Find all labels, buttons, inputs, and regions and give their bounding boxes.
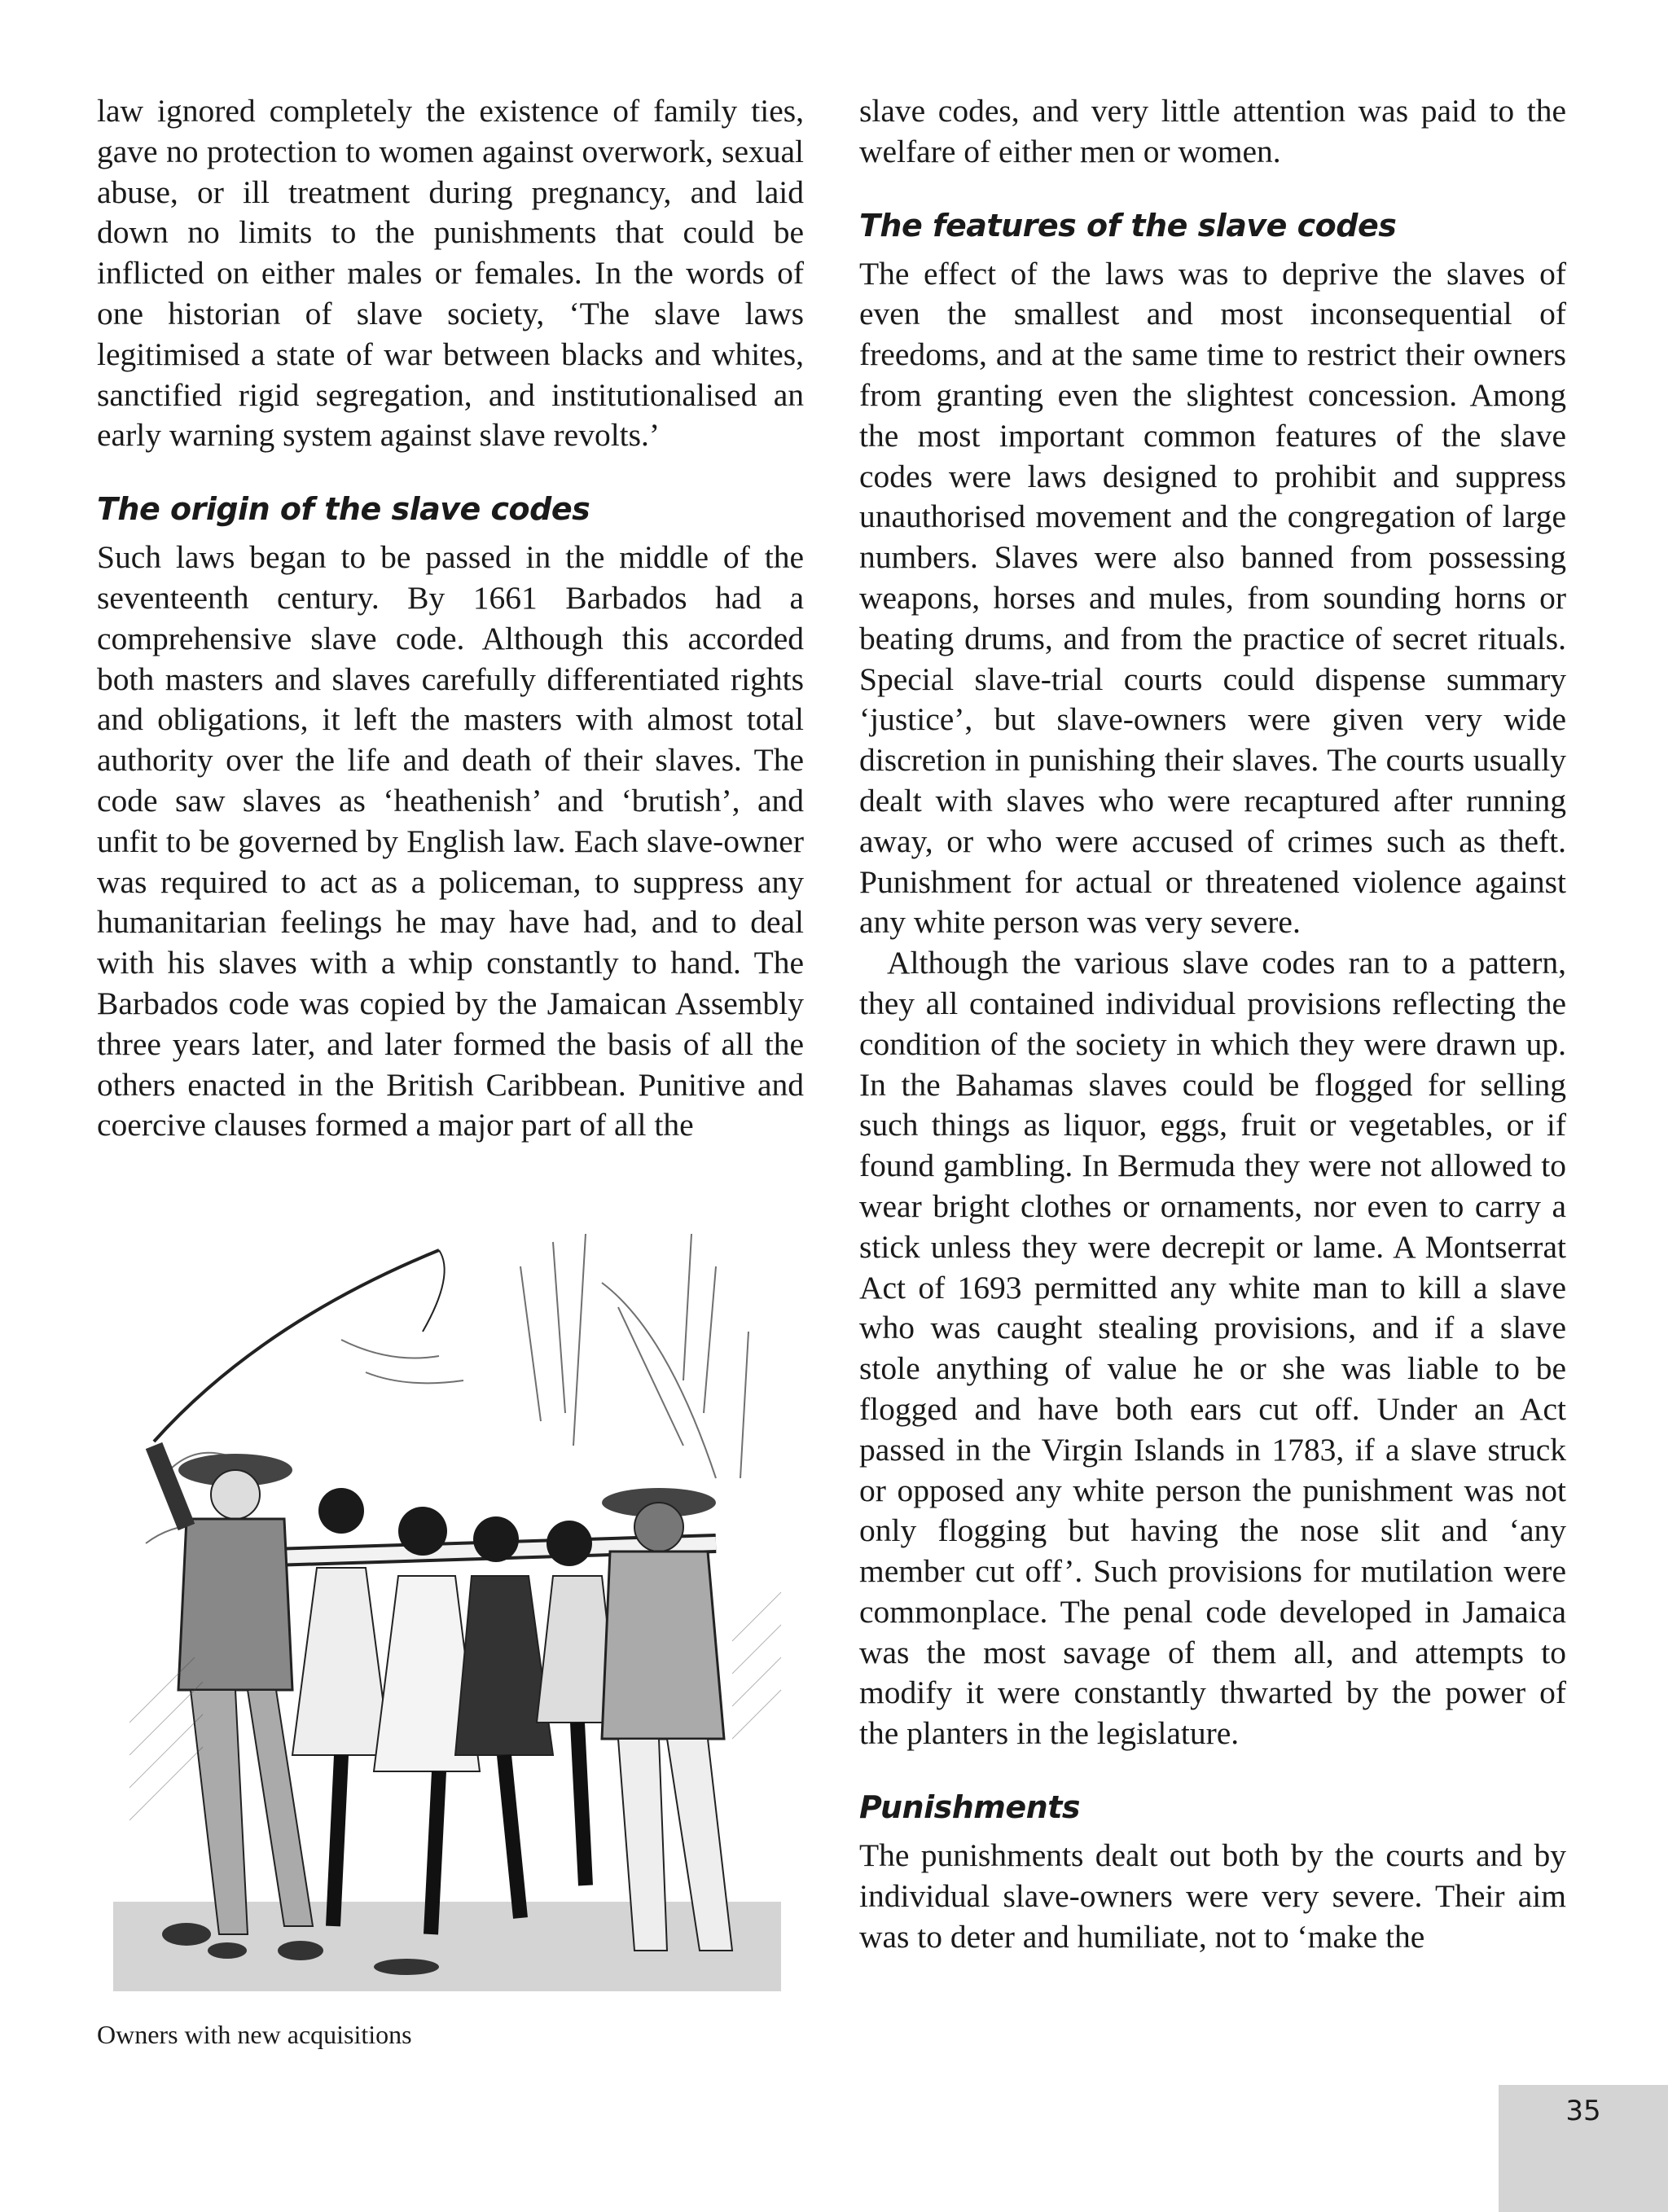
features-paragraph-2: Although the various slave codes ran to a pattern, they all contained individual provisions reflecting the condition of the society in which they were drawn up. In the Bahamas slaves could be flogged for selling such things as liquor, eggs, fruit or vegetables, or if found gambling. In Bermuda they were not allowed to wear bright clothes or ornaments, nor even to carry a stick unless they were decrepit or lame. A Montserrat Act of 1693 permitted any white man to kill a slave who was caught stealing provisions, and if a slave stole anything of value he or she was liable to be flogged and have both ears cut off. Under an Act passed in the Virgin Islands in 1783, if a slave struck or opposed any white person the punishment was not only flogging but having the nose slit and ‘any member cut off’. Such provisions for mutilation were commonplace. The penal code developed in Jamaica was the most savage of them all, and attempts to modify it were constantly thwarted by the power of the planters in the legislature. (859, 945, 1566, 1752)
continuation-paragraph: slave codes, and very little attention was paid to the welfare of either men or women. (859, 93, 1566, 169)
right-column (859, 91, 1566, 1957)
left-column (97, 91, 804, 1146)
section-heading-origin: The origin of the slave codes (97, 491, 590, 528)
punishments-paragraph: The punishments dealt out both by the courts and by individual slave-owners were very severe. Their aim was to deter and humiliate, not to ‘make the (859, 1837, 1566, 1955)
page-number: 35 (1565, 2095, 1601, 2127)
features-paragraph-1: The effect of the laws was to deprive the slaves of even the smallest and most inconsequential of freedoms, and at the same time to restrict their owners from granting even the slightest concession. Among the most important common features of the slave codes were laws designed to prohibit and suppress unauthorised movement and the congregation of large numbers. Slaves were also banned from possessing weapons, horses and mules, from sounding horns or beating drums, and from the practice of secret rituals. Special slave-trial courts could dispense summary ‘justice’, but slave-owners were given very wide discretion in punishing their slaves. The courts usually dealt with slaves who were recaptured after running away, or who were accused of crimes such as theft. Punishment for actual or threatened violence against any white person was very severe. (859, 255, 1566, 941)
section-heading-punishments: Punishments (859, 1789, 1081, 1826)
origin-paragraph: Such laws began to be passed in the middle of the seventeenth century. By 1661 Barbados had a comprehensive slave code. Although this accorded both masters and slaves carefully differentiated rights and obligations, it left the masters with almost total authority over the life and death of their slaves. The code saw slaves as ‘heathenish’ and ‘brutish’, and unfit to be governed by English law. Each slave-owner was required to act as a policeman, to suppress any humanitarian feelings he may have had, and to deal with his slaves with a whip constantly to hand. The Barbados code was copied by the Jamaican Assembly three years later, and later formed the basis of all the others enacted in the British Caribbean. Punitive and coercive clauses formed a major part of all the (97, 539, 804, 1143)
engraving-illustration (97, 1234, 804, 1999)
intro-paragraph: law ignored completely the existence of family ties, gave no protection to women against overwork, sexual abuse, or ill treatment during pregnancy, and laid down no limits to the punishments that could be inflicted on either males or females. In the words of one historian of slave society, ‘The slave laws legitimised a state of war between blacks and whites, sanctified rigid segregation, and institutionalised an early warning system against slave revolts.’ (97, 93, 804, 454)
figure-caption: Owners with new acquisitions (97, 2020, 412, 2049)
section-heading-features: The features of the slave codes (859, 207, 1397, 244)
